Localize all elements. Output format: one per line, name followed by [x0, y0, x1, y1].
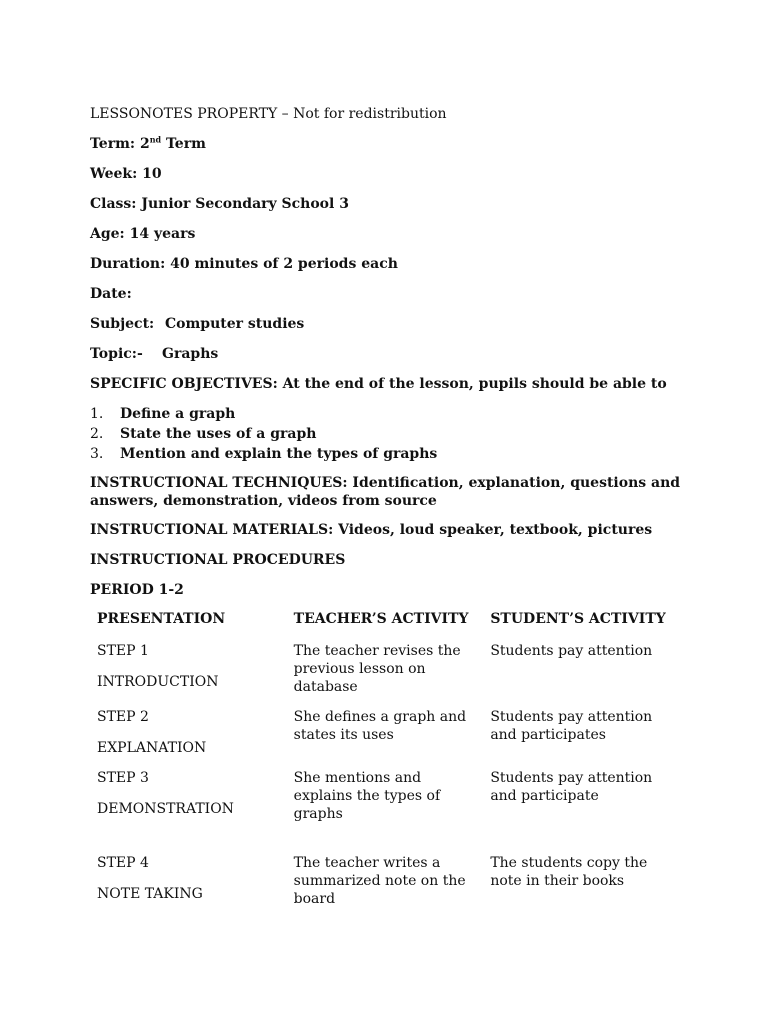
step-label: STEP 1	[97, 643, 149, 659]
table-row	[90, 848, 680, 914]
step-label: STEP 2	[97, 709, 149, 725]
objectives-heading: SPECIFIC OBJECTIVES: At the end of the lesson, pupils should be able to	[90, 376, 667, 392]
table-header-row	[90, 600, 680, 636]
presentation-cell	[90, 636, 287, 702]
objectives-list	[90, 404, 690, 464]
procedure-table	[90, 600, 680, 914]
topic-label: Topic:-	[90, 346, 143, 362]
table-row	[90, 763, 680, 848]
student-activity-cell: Students pay attention and participates	[490, 709, 653, 743]
procedures-heading: INSTRUCTIONAL PROCEDURES	[90, 552, 346, 568]
step-name: DEMONSTRATION	[97, 801, 234, 817]
period-heading: PERIOD 1-2	[90, 582, 184, 598]
teacher-activity-cell: The teacher revises the previous lesson on database	[293, 643, 461, 695]
presentation-cell	[90, 848, 287, 914]
week-line: Week: 10	[90, 166, 162, 182]
list-item: 1. Define a graph	[90, 406, 236, 422]
property-notice: LESSONOTES PROPERTY – Not for redistribution	[90, 106, 447, 122]
materials-line: INSTRUCTIONAL MATERIALS: Videos, loud speaker, textbook, pictures	[90, 522, 653, 538]
step-label: STEP 4	[97, 855, 149, 871]
table-row	[90, 702, 680, 763]
subject-label: Subject:	[90, 316, 155, 332]
list-item: 2. State the uses of a graph	[90, 426, 317, 442]
student-activity-cell: Students pay attention and participate	[490, 770, 653, 804]
subject-value: Computer studies	[165, 316, 305, 332]
term-label: Term: 2	[90, 136, 150, 152]
presentation-cell	[90, 763, 287, 848]
list-item: 3. Mention and explain the types of graphs	[90, 446, 438, 462]
step-label: STEP 3	[97, 770, 149, 786]
step-name: INTRODUCTION	[97, 674, 219, 690]
column-header-presentation: PRESENTATION	[97, 611, 226, 627]
subject-line	[90, 314, 690, 334]
topic-line	[90, 344, 690, 364]
column-header-student: STUDENT’S ACTIVITY	[490, 611, 666, 627]
column-header-teacher: TEACHER’S ACTIVITY	[293, 611, 469, 627]
teacher-activity-cell: She defines a graph and states its uses	[293, 709, 467, 743]
term-suffix: Term	[161, 136, 206, 152]
lesson-note-page	[90, 104, 690, 914]
student-activity-cell: Students pay attention	[490, 643, 653, 659]
date-line: Date:	[90, 286, 132, 302]
table-row	[90, 636, 680, 702]
step-name: NOTE TAKING	[97, 886, 203, 902]
term-line	[90, 134, 690, 154]
student-activity-cell: The students copy the note in their books	[490, 855, 648, 889]
step-name: EXPLANATION	[97, 740, 207, 756]
teacher-activity-cell: She mentions and explains the types of graphs	[293, 770, 441, 822]
term-superscript: nd	[149, 134, 162, 145]
teacher-activity-cell: The teacher writes a summarized note on the board	[293, 855, 466, 907]
techniques-paragraph: INSTRUCTIONAL TECHNIQUES: Identification, explanation, questions and answers, demonstration, videos from source	[90, 475, 681, 509]
age-line: Age: 14 years	[90, 226, 196, 242]
duration-line: Duration: 40 minutes of 2 periods each	[90, 256, 398, 272]
presentation-cell	[90, 702, 287, 763]
topic-value: Graphs	[162, 346, 219, 362]
class-line: Class: Junior Secondary School 3	[90, 196, 349, 212]
